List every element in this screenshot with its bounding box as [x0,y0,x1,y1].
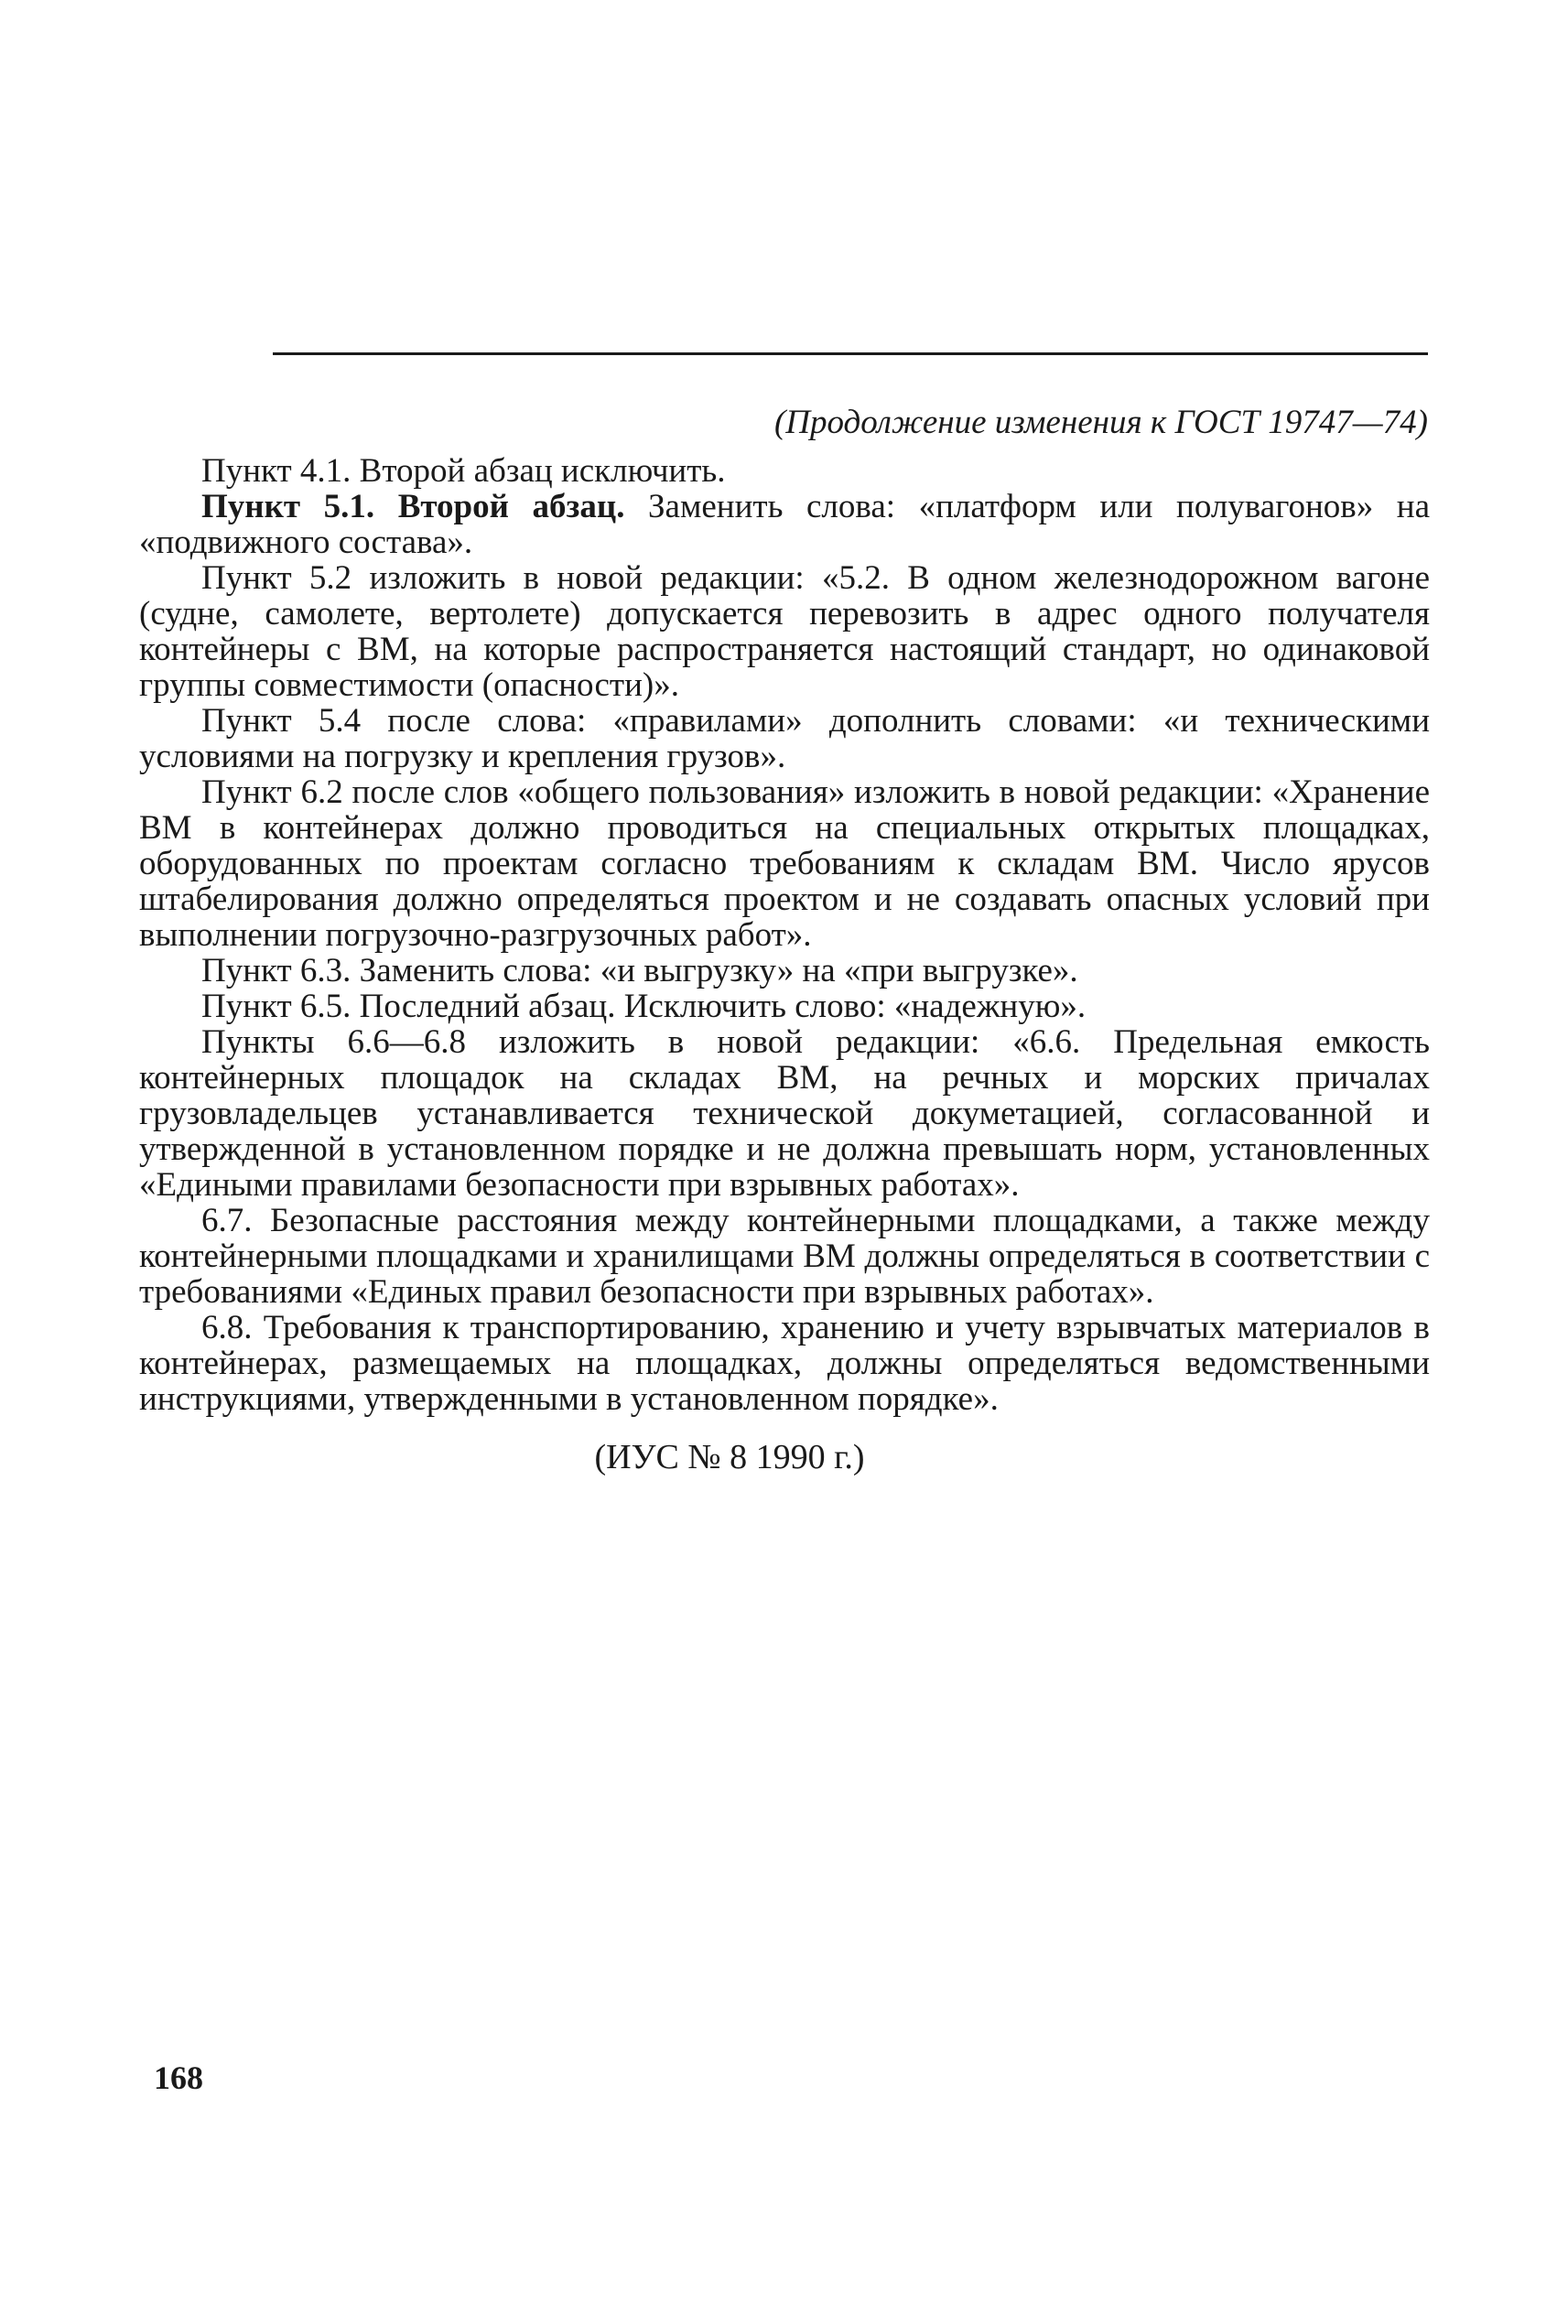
paragraph-6-8: 6.8. Требования к транспортированию, хранению и учету взрывчатых материалов в контейнерах, размещаемых на площадках, должны определяться ведомственными инструкциями, утвержденными в установленном порядке». [139,1309,1430,1418]
paragraph-6-5: Пункт 6.5. Последний абзац. Исключить слово: «надежную». [201,988,1087,1025]
paragraph-6-3: Пункт 6.3. Заменить слова: «и выгрузку» на «при выгрузке». [201,952,1078,989]
paragraph-6-7: 6.7. Безопасные расстояния между контейнерными площадками, а также между контейнерными площадками и хранилищами ВМ должны определяться в соответствии с требованиями «Единых правил безопасности при взрывных работах». [139,1202,1430,1311]
paragraph-6-2: Пункт 6.2 после слов «общего пользования» изложить в новой редакции: «Хранение ВМ в контейнерах должно проводиться на специальных открытых площадках, оборудованных по проектам согласно требованиям к складам ВМ. Число ярусов штабелирования должно определяться проектом и не создавать опасных условий при выполнении погрузочно-разгрузочных работ». [139,773,1430,954]
paragraph-5-1 [139,489,1430,560]
amendment-body [139,453,1430,1477]
page-number: 168 [154,2059,203,2096]
paragraph-5-1-text: Заменить слова: «платформ или полувагонов» на «подвижного состава». [139,488,1430,561]
ius-reference: (ИУС № 8 1990 г.) [594,1438,865,1476]
paragraph-5-1-bold: Пункт 5.1. Второй абзац. [201,488,625,525]
paragraph-5-2: Пункт 5.2 изложить в новой редакции: «5.2. В одном железнодорожном вагоне (судне, самолете, вертолете) допускается перевозить в адрес одного получателя контейнеры с ВМ, на которые распространяется настоящий стандарт, но одинаковой группы совместимости (опасности)». [139,559,1430,704]
header-rule [273,352,1428,355]
paragraph-4-1: Пункт 4.1. Второй абзац исключить. [201,452,726,490]
continuation-header: (Продолжение изменения к ГОСТ 19747—74) [773,404,1428,441]
paragraph-6-6: Пункты 6.6—6.8 изложить в новой редакции: «6.6. Предельная емкость контейнерных площадок на складах ВМ, на речных и морских причалах грузовладельцев устанавливается технической докуметацией, согласованной и утвержденной в установленном порядке и не должна превышать норм, установленных «Едиными правилами безопасности при взрывных работах». [139,1023,1430,1204]
paragraph-5-4: Пункт 5.4 после слова: «правилами» дополнить словами: «и техническими условиями на погрузку и крепления грузов». [139,702,1430,775]
